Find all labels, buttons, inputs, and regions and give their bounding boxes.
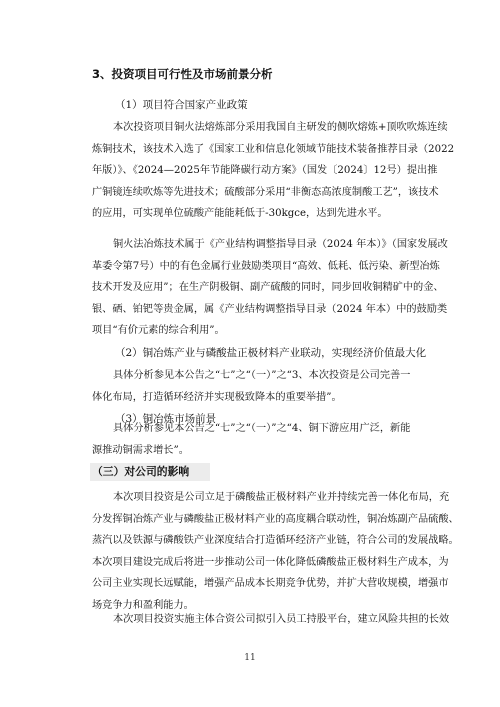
text-line: 本次项目建设完成后将进一步推动公司一体化降低磷酸盐正极材料生产成本，为 [92,556,449,568]
paragraph-market [92,418,422,461]
text-line: 炼铜技术，该技术入选了《国家工业和信息化领域节能技术装备推荐目录（2022 [92,143,455,155]
text-line: 的应用，可实现单位硫酸产能能耗低于-30kgce，达到先进水平。 [92,208,388,219]
paragraph-impact [92,487,459,616]
text-line: 铜火法冶炼技术属于《产业结构调整指导目录（2024 年本）》（国家发展改 [113,239,448,250]
text-line: 本次项目投资实施主体合资公司拟引入员工持股平台，建立风险共担的长效 [113,614,450,625]
text-line: 本次投资项目铜火法熔炼部分采用我国自主研发的侧吹熔炼+顶吹吹炼连续 [113,122,448,133]
text-line: 具体分析参见本公告之“七”之“（一）”之“4、铜下游应用广泛，新能 [113,423,411,434]
text-line: 场竞争力和盈利能力。 [92,599,194,611]
section-impact-heading: （三）对公司的影响 [90,463,210,481]
text-line: 本次项目投资是公司立足于磷酸盐正极材料产业并持续完善一体化布局，充 [113,492,450,503]
text-line: 具体分析参见本公告之“七”之“（一）”之“3、本次投资是公司完善一 [113,370,411,381]
text-line: 项目“有价元素的综合利用”。 [92,325,225,336]
subheading-market: （3）铜冶炼市场前景 [115,413,217,425]
subheading-policy: （1）项目符合国家产业政策 [115,99,248,111]
text-line: 技术开发及应用”；在生产阴极铜、副产硫酸的同时，同步回收铜精矿中的金、 [92,282,444,293]
text-line: 革委令第7号）中的有色金属行业鼓励类项目“高效、低耗、低污染、新型冶炼 [92,260,440,272]
section-heading: 3、投资项目可行性及市场前景分析 [92,67,273,81]
text-line: 蒸汽以及铁源与磷酸铁产业深度结合打造循环经济产业链，符合公司的发展战略。 [92,535,459,546]
text-line: 分发挥铜冶炼产业与磷酸盐正极材料产业的高度耦合联动性，铜冶炼副产品硫酸、 [92,513,459,525]
text-line: 体化布局，打造循环经济并实现极致降本的重要举措”。 [92,391,342,403]
text-line: 公司主业实现长远赋能，增强产品成本长期竞争优势，并扩大营收规模，增强市 [92,578,449,589]
paragraph-shareholding [92,609,450,631]
text-line: 广铜镜连续吹炼等先进技术；硫酸部分采用“非衡态高浓度制酸工艺”，该技术 [92,186,439,198]
paragraph-catalog [92,234,448,342]
page-number: 11 [244,653,256,663]
paragraph-technology [92,117,455,225]
text-line: 源推动铜需求增长”。 [92,444,189,456]
text-line: 银、硒、铂钯等贵金属，属《产业结构调整指导目录（2024 年本）中的鼓励类 [92,303,448,315]
subheading-linkage: （2）铜冶炼产业与磷酸盐正极材料产业联动，实现经济价值最大化 [115,347,427,359]
paragraph-linkage [92,365,422,408]
text-line: 年版）》、《2024—2025年节能降碳行动方案》（国发〔2024〕12号）提出推 [92,165,438,176]
